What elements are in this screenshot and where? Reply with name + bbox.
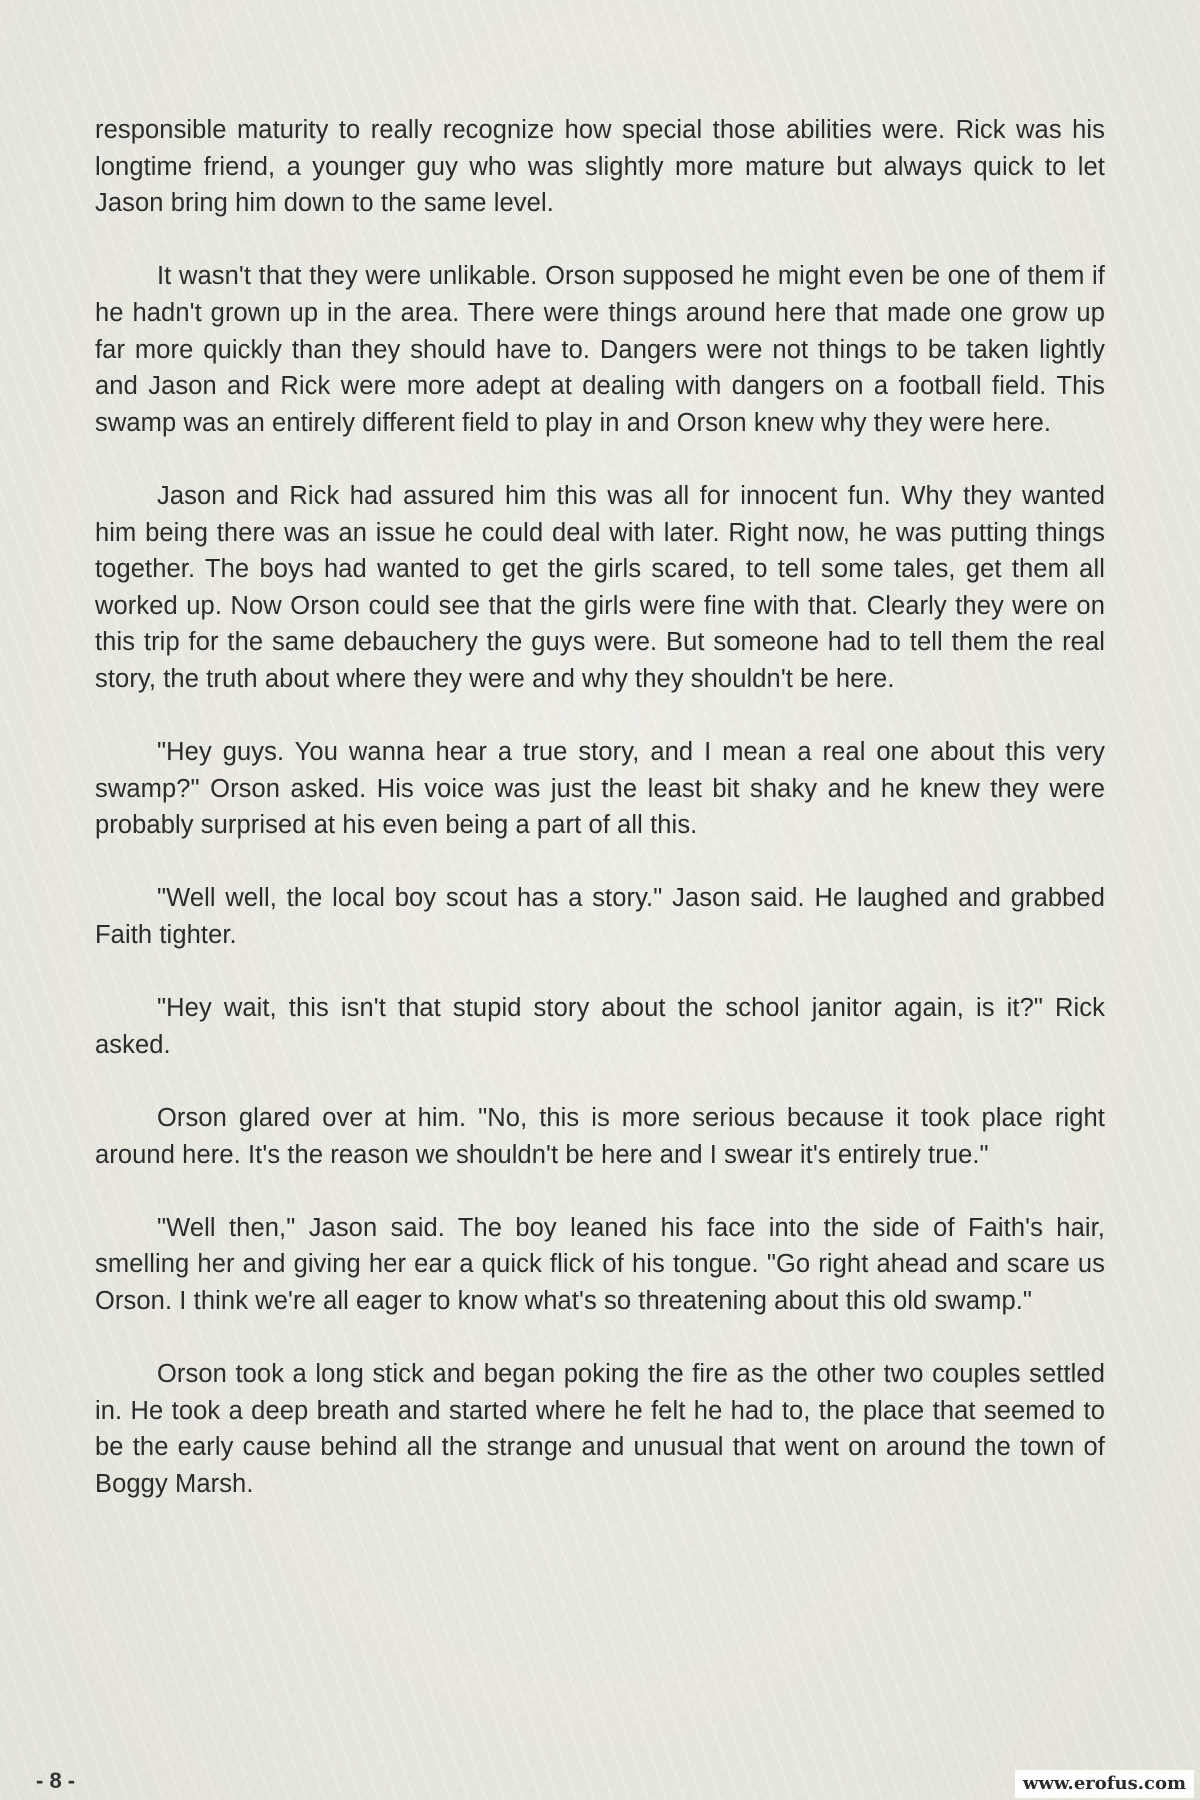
paragraph-6: "Hey wait, this isn't that stupid story about the school janitor again, is it?" Rick asked. — [95, 994, 1105, 1059]
paragraph-3: Jason and Rick had assured him this was all for innocent fun. Why they wanted him being there was an issue he could deal with later. Right now, he was putting things together. The boys had wanted to get the girls scared, to tell some tales, get them all worked up. Now Orson could see that the girls were fine with that. Clearly they were on this trip for the same debauchery the guys were. But someone had to tell them the real story, the truth about where they were and why they shouldn't be here. — [95, 481, 1105, 693]
paragraph-2: It wasn't that they were unlikable. Orson supposed he might even be one of them if he hadn't grown up in the area. There were things around here that made one grow up far more quickly than they should have to. Dangers were not things to be taken lightly and Jason and Rick were more adept at dealing with dangers on a football field. This swamp was an entirely different field to play in and Orson knew why they were here. — [95, 262, 1105, 437]
page-number: - 8 - — [36, 1768, 76, 1793]
paragraph-4: "Hey guys. You wanna hear a true story, and I mean a real one about this very swamp?" Orson asked. His voice was just the least bit shaky and he knew they were probably surprised at his even being a part of all this. — [95, 738, 1105, 840]
paragraph-7: Orson glared over at him. "No, this is more serious because it took place right around here. It's the reason we shouldn't be here and I swear it's entirely true." — [95, 1104, 1105, 1169]
body-text — [95, 112, 1105, 1539]
paragraph-5: "Well well, the local boy scout has a story." Jason said. He laughed and grabbed Faith tighter. — [95, 884, 1105, 950]
paragraph-1: responsible maturity to really recognize how special those abilities were. Rick was his longtime friend, a younger guy who was slightly more mature but always quick to let Jason bring him down to the same level. — [95, 116, 1105, 218]
watermark: www.erofus.com — [1015, 1770, 1194, 1798]
paragraph-8: "Well then," Jason said. The boy leaned his face into the side of Faith's hair, smelling her and giving her ear a quick flick of his tongue. "Go right ahead and scare us Orson. I think we're all eager to know what's so threatening about this old swamp." — [95, 1213, 1105, 1315]
paragraph-9: Orson took a long stick and began poking the fire as the other two couples settled in. He took a deep breath and started where he felt he had to, the place that seemed to be the early cause behind all the strange and unusual that went on around the town of Boggy Marsh. — [95, 1360, 1105, 1498]
